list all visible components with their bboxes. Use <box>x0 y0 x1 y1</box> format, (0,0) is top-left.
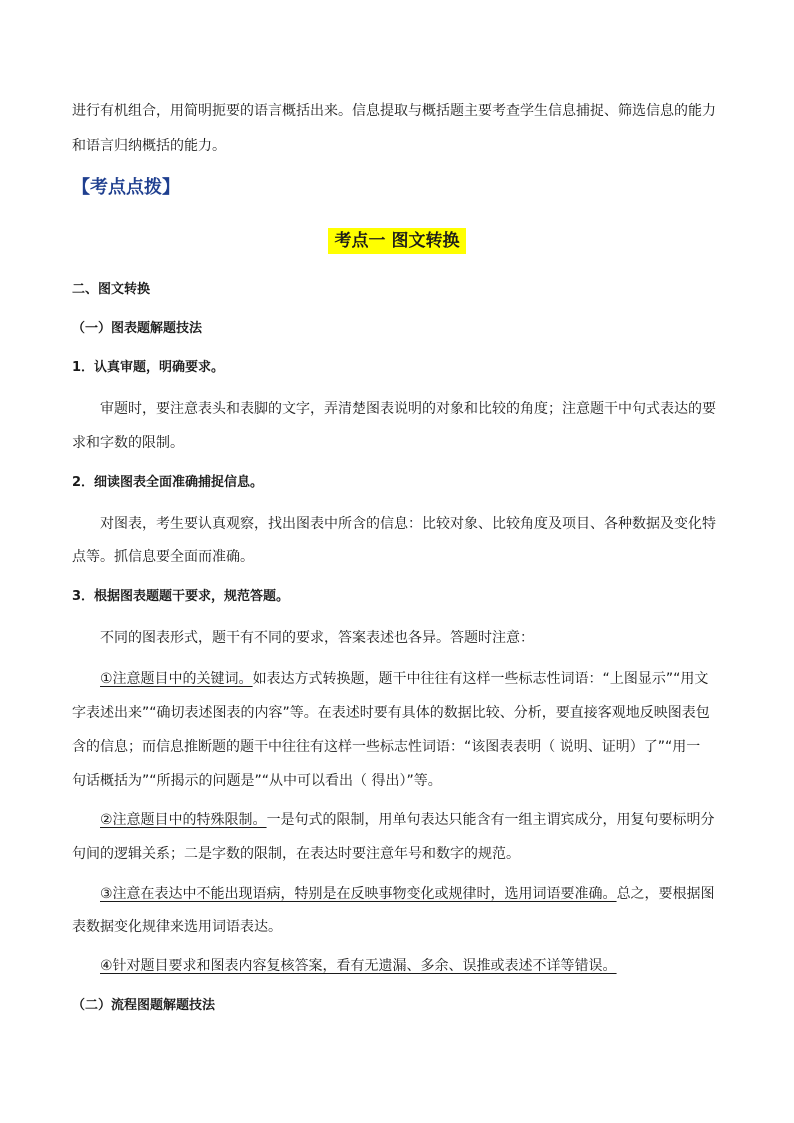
note3-line-1 <box>100 884 715 904</box>
note4-keyword: ④针对题目要求和图表内容复核答案，看有无遗漏、多余、误推或表述不详等错误。 <box>100 958 617 974</box>
note1-keyword: ①注意题目中的关键词。 <box>100 671 253 687</box>
note1-line-3: 含的信息；而信息推断题的题干中往往有这样一些标志性词语：“该图表表明（ 说明、证明）了”“用一 <box>72 739 701 755</box>
subheading-1: （一）图表题解题技法 <box>72 321 203 336</box>
step1-line-2: 求和字数的限制。 <box>72 435 184 451</box>
note2-line-2: 句间的逻辑关系；二是字数的限制，在表达时要注意年号和数字的规范。 <box>72 846 520 862</box>
step2-line-2: 点等。抓信息要全面而准确。 <box>72 549 254 565</box>
note1-rest: 如表达方式转换题，题干中往往有这样一些标志性词语：“上图显示”“用文 <box>252 671 709 687</box>
note2-line-1 <box>100 810 715 830</box>
heading-2: 二、图文转换 <box>72 282 151 297</box>
note1-line-2: 字表述出来”“确切表述图表的内容”等。在表述时要有具体的数据比较、分析，要直接客观地反映图表包 <box>72 705 710 721</box>
note4-line-1 <box>100 956 617 976</box>
note1-line-1 <box>100 669 708 689</box>
section-tag: 【考点点拨】 <box>72 177 180 198</box>
step2-title: 2．细读图表全面准确捕捉信息。 <box>72 475 264 490</box>
note2-keyword: ②注意题目中的特殊限制。 <box>100 812 267 828</box>
note2-rest: 一是句式的限制，用单句表达只能含有一组主谓宾成分，用复句要标明分 <box>266 812 715 828</box>
step1-line-1: 审题时，要注意表头和表脚的文字，弄清楚图表说明的对象和比较的角度；注意题干中句式表达的要 <box>100 401 716 417</box>
step1-title: 1．认真审题，明确要求。 <box>72 360 225 375</box>
step3-line-1: 不同的图表形式，题干有不同的要求，答案表述也各异。答题时注意： <box>100 630 534 646</box>
intro-line-1: 进行有机组合，用简明扼要的语言概括出来。信息提取与概括题主要考查学生信息捕捉、筛选信息的能力 <box>72 103 716 119</box>
kaodian-title: 考点一 图文转换 <box>328 228 466 254</box>
note1-line-4: 句话概括为”“所揭示的问题是”“从中可以看出（ 得出）”等。 <box>72 773 442 789</box>
step3-title: 3．根据图表题题干要求，规范答题。 <box>72 589 290 604</box>
intro-line-2: 和语言归纳概括的能力。 <box>72 138 226 154</box>
subheading-2: （二）流程图题解题技法 <box>72 998 216 1013</box>
note3-line-2: 表数据变化规律来选用词语表达。 <box>72 919 282 935</box>
step2-line-1: 对图表，考生要认真观察，找出图表中所含的信息：比较对象、比较角度及项目、各种数据及变化特 <box>100 516 716 532</box>
note3-keyword: ③注意在表达中不能出现语病，特别是在反映事物变化或规律时，选用词语要准确。 <box>100 886 617 902</box>
note3-rest: 总之，要根据图 <box>616 886 715 902</box>
